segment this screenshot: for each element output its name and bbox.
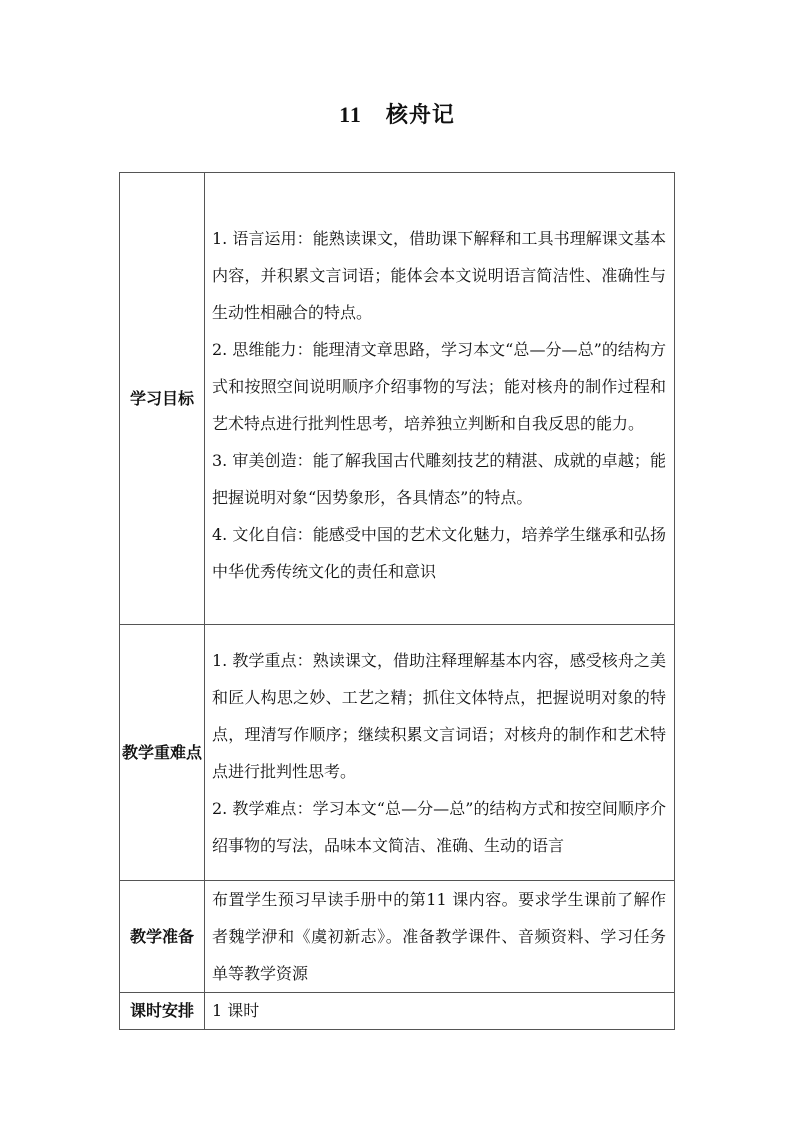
row-content-preparation xyxy=(205,881,675,993)
lesson-number: 11 xyxy=(339,102,362,127)
row-label-preparation: 教学准备 xyxy=(120,881,205,993)
row-content-learning-goals xyxy=(205,173,675,625)
key-point-item: 2. 教学难点：学习本文“总—分—总”的结构方式和按空间顺序介绍事物的写法，品味本文简洁、准确、生动的语言 xyxy=(212,798,666,855)
table-row-preparation xyxy=(120,881,675,993)
lesson-title: 核舟记 xyxy=(385,102,455,128)
goal-item: 4. 文化自信：能感受中国的艺术文化魅力，培养学生继承和弘扬中华优秀传统文化的责任和意识 xyxy=(212,524,666,581)
goal-item: 2. 思维能力：能理清文章思路，学习本文“总—分—总”的结构方式和按照空间说明顺序介绍事物的写法；能对核舟的制作过程和艺术特点进行批判性思考，培养独立判断和自我反思的能力。 xyxy=(212,339,666,433)
key-point-item: 1. 教学重点：熟读课文，借助注释理解基本内容，感受核舟之美和匠人构思之妙、工艺之精；抓住文体特点，把握说明对象的特点，理清写作顺序；继续积累文言词语；对核舟的制作和艺术特点进行批判性思考。 xyxy=(212,650,666,781)
preparation-text: 布置学生预习早读手册中的第11 课内容。要求学生课前了解作者魏学洢和《虞初新志》。准备教学课件、音频资料、学习任务单等教学资源 xyxy=(212,890,666,983)
goal-item: 3. 审美创造：能了解我国古代雕刻技艺的精湛、成就的卓越；能把握说明对象“因势象形，各具情态”的特点。 xyxy=(212,450,666,507)
row-label-key-points: 教学重难点 xyxy=(120,625,205,881)
row-content-key-points xyxy=(205,625,675,881)
table-row-learning-goals xyxy=(120,173,675,625)
table-row-key-points xyxy=(120,625,675,881)
goal-item: 1. 语言运用：能熟读课文，借助课下解释和工具书理解课文基本内容，并积累文言词语；能体会本文说明语言简洁性、准确性与生动性相融合的特点。 xyxy=(212,228,666,322)
row-label-learning-goals: 学习目标 xyxy=(120,173,205,625)
table-row-schedule xyxy=(120,993,675,1030)
lesson-plan-table xyxy=(119,172,675,1030)
row-content-schedule: 1 课时 xyxy=(205,993,675,1030)
page-title xyxy=(0,98,794,129)
row-label-schedule: 课时安排 xyxy=(120,993,205,1030)
